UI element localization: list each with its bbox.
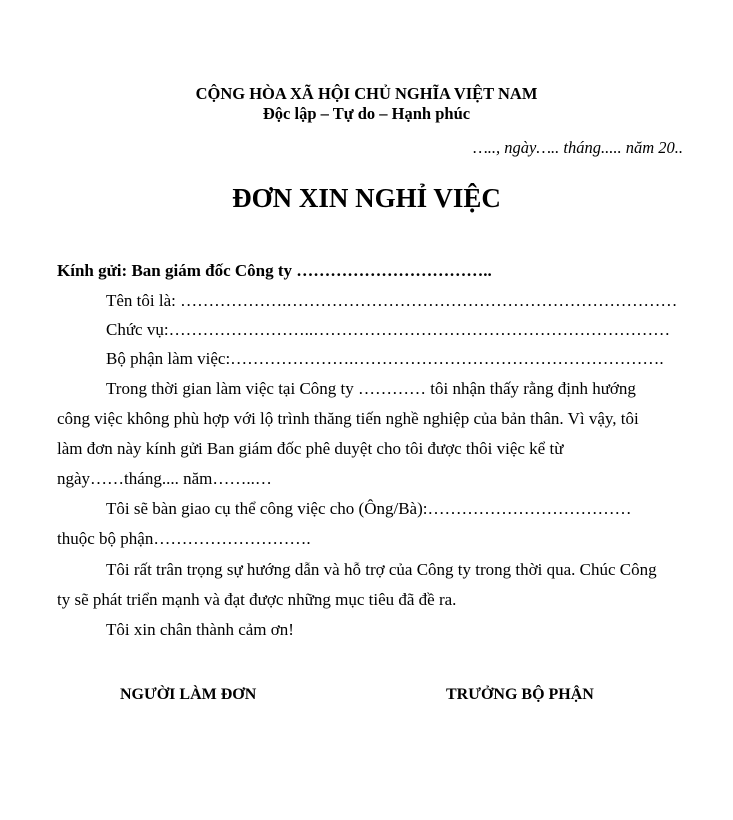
paragraph-2-line-1: Tôi sẽ bàn giao cụ thể công việc cho (Ông/Bà):……………………………… [106, 499, 632, 518]
department-field: Bộ phận làm việc:………………….………………………………………………. [106, 349, 664, 368]
paragraph-4-line-1: Tôi xin chân thành cảm ơn! [106, 620, 294, 639]
paragraph-3-line-2: ty sẽ phát triển mạnh và đạt được những mục tiêu đã đề ra. [57, 590, 457, 609]
paragraph-1-line-2: công việc không phù hợp với lộ trình thăng tiến nghề nghiệp của bản thân. Vì vậy, tôi [57, 409, 639, 428]
department-head-signature-label: TRƯỞNG BỘ PHẬN [446, 686, 594, 703]
applicant-signature-label: NGƯỜI LÀM ĐƠN [120, 686, 257, 703]
paragraph-1-line-1: Trong thời gian làm việc tại Công ty ………… tôi nhận thấy rằng định hướng [106, 379, 636, 398]
nation-heading: CỘNG HÒA XÃ HỘI CHỦ NGHĨA VIỆT NAM [195, 84, 538, 103]
date-line: ….., ngày….. tháng..... năm 20.. [473, 138, 683, 157]
name-field: Tên tôi là: ……………….…………………………………………………………… [106, 291, 678, 310]
paragraph-1-line-3: làm đơn này kính gửi Ban giám đốc phê duyệt cho tôi được thôi việc kể từ [57, 439, 564, 458]
recipient-line: Kính gửi: Ban giám đốc Công ty …………………………….. [57, 261, 492, 280]
paragraph-1-line-4: ngày……tháng.... năm……..… [57, 469, 272, 488]
paragraph-2-line-2: thuộc bộ phận………………………. [57, 529, 311, 548]
position-field: Chức vụ:……………………..……………………………………………………… [106, 320, 671, 339]
document-title: ĐƠN XIN NGHỈ VIỆC [232, 183, 501, 213]
paragraph-3-line-1: Tôi rất trân trọng sự hướng dẫn và hỗ trợ của Công ty trong thời qua. Chúc Công [106, 560, 657, 579]
motto-heading: Độc lập – Tự do – Hạnh phúc [262, 104, 471, 123]
